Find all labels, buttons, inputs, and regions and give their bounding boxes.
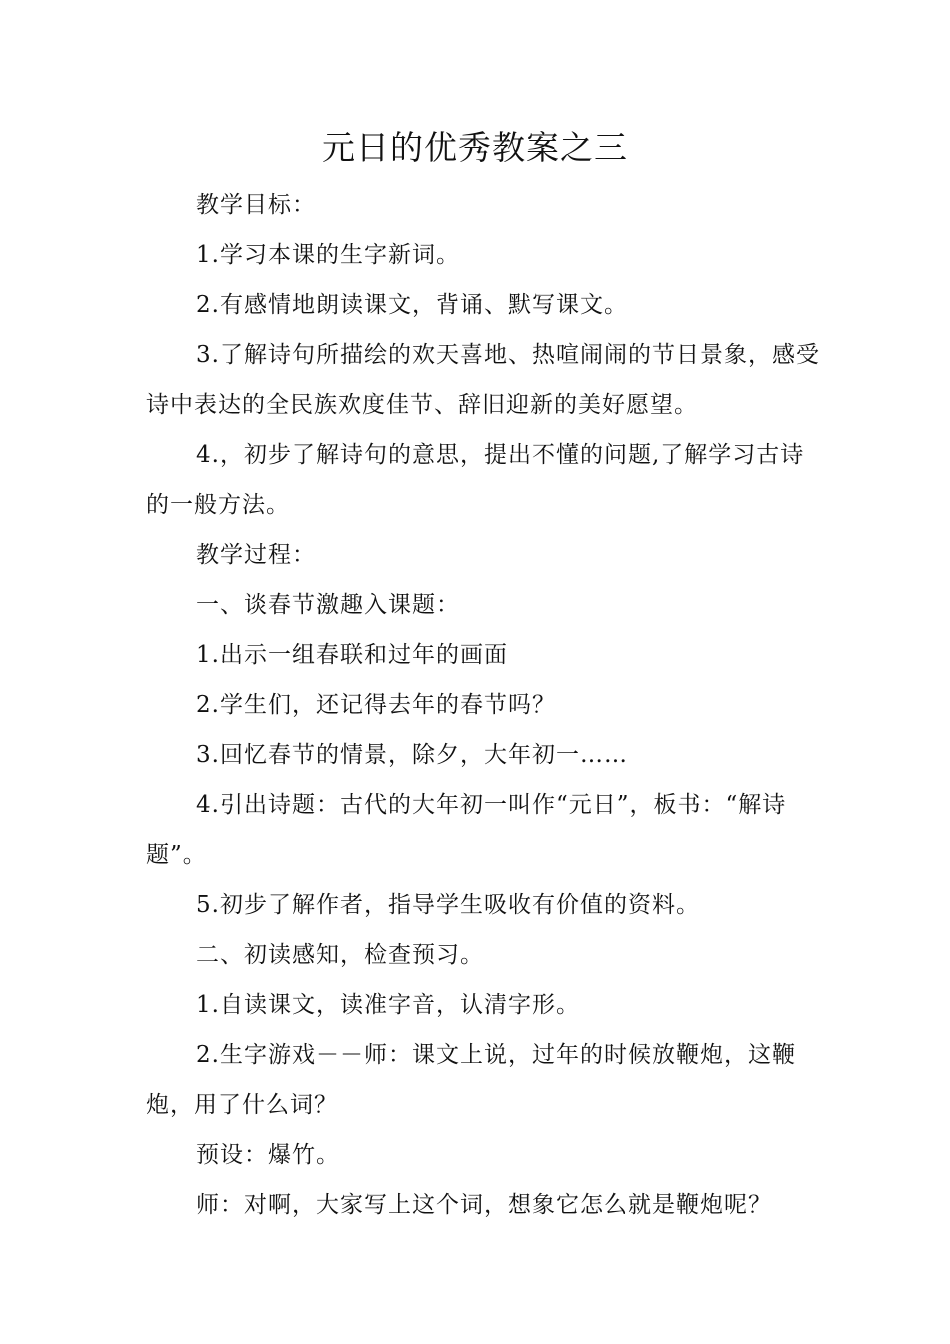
paragraph-teacher-prompt: 师：对啊，大家写上这个词，想象它怎么就是鞭炮呢？ xyxy=(196,1192,772,1218)
paragraph-section-1-heading: 一、谈春节激趣入课题： xyxy=(196,592,460,618)
paragraph-goal-3: 3.了解诗句所描绘的欢天喜地、热喧闹闹的节日景象，感受诗中表达的全民族欢度佳节、辞旧迎新的美好愿望。 xyxy=(146,342,820,418)
paragraph-section-1-item-1: 1.出示一组春联和过年的画面 xyxy=(196,642,508,668)
paragraph-section-2-item-1: 1.自读课文，读准字音，认清字形。 xyxy=(196,992,580,1018)
paragraph-section-1-item-2: 2.学生们，还记得去年的春节吗？ xyxy=(196,692,556,718)
paragraph-teaching-process-heading: 教学过程： xyxy=(196,542,316,568)
paragraph-goal-2: 2.有感情地朗读课文，背诵、默写课文。 xyxy=(196,292,628,318)
paragraph-goal-4: 4.，初步了解诗句的意思，提出不懂的问题,了解学习古诗的一般方法。 xyxy=(146,442,805,518)
paragraph-section-1-item-3: 3.回忆春节的情景，除夕，大年初一…… xyxy=(196,742,628,768)
paragraph-preset-answer: 预设：爆竹。 xyxy=(196,1142,340,1168)
paragraph-section-2-heading: 二、初读感知，检查预习。 xyxy=(196,942,484,968)
paragraph-section-2-item-2: 2.生字游戏－－师：课文上说，过年的时候放鞭炮，这鞭炮，用了什么词？ xyxy=(146,1042,796,1118)
paragraph-section-1-item-5: 5.初步了解作者，指导学生吸收有价值的资料。 xyxy=(196,892,700,918)
paragraph-goal-1: 1.学习本课的生字新词。 xyxy=(196,242,460,268)
document-body xyxy=(146,180,826,1230)
page-title: 元日的优秀教案之三 xyxy=(322,128,628,167)
paragraph-teaching-goals-heading: 教学目标： xyxy=(196,192,316,218)
paragraph-section-1-item-4: 4.引出诗题：古代的大年初一叫作“元日”，板书：“解诗题”。 xyxy=(146,792,787,868)
